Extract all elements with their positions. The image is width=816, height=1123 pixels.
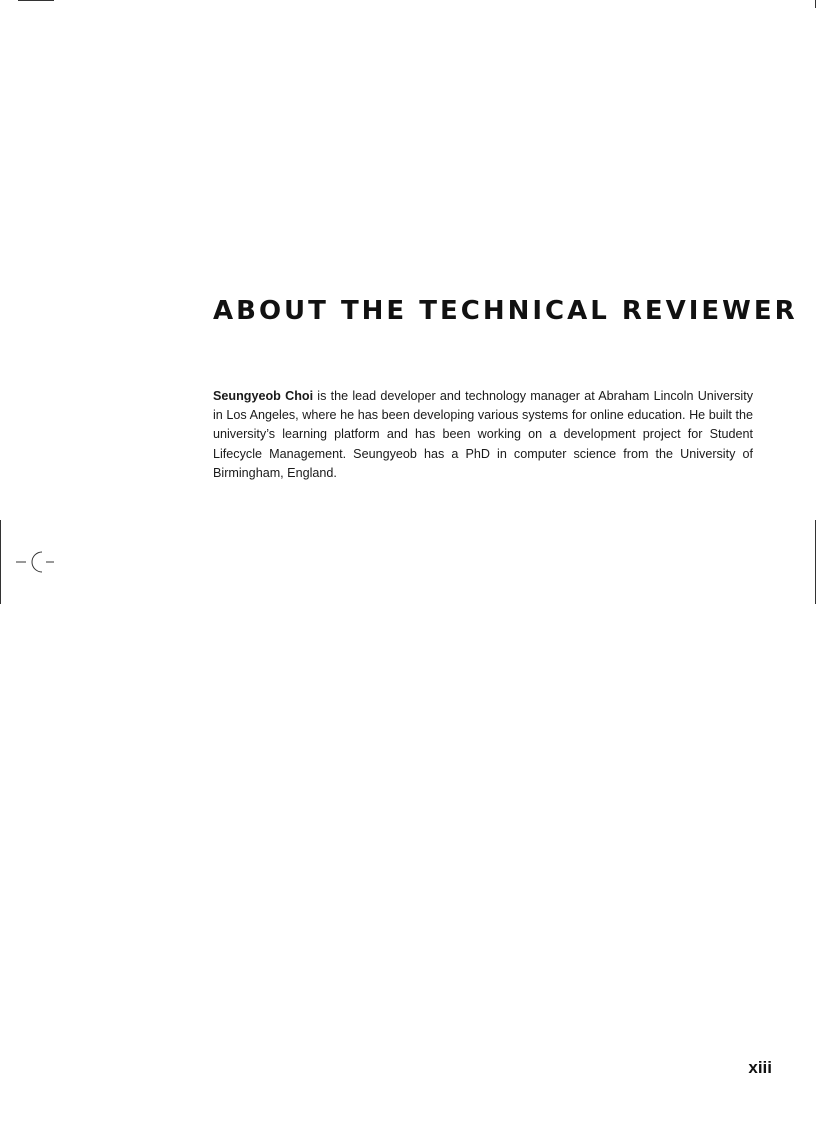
crop-mark-top-left bbox=[18, 0, 54, 1]
crop-mark-left bbox=[0, 520, 1, 604]
page-title: ABOUT THE TECHNICAL REVIEWER bbox=[213, 296, 798, 326]
registration-mark-icon bbox=[14, 548, 58, 578]
reviewer-bio bbox=[213, 387, 753, 483]
reviewer-bio-text: is the lead developer and technology manager at Abraham Lincoln University in Los Angeles, where he has been developing various systems for online education. He built the university’s learning platform and has been working on a development project for Student Lifecycle Management. Seungyeob has a PhD in computer science from the University of Birmingham, England. bbox=[213, 389, 753, 480]
page-number: xiii bbox=[748, 1058, 772, 1077]
reviewer-name: Seungyeob Choi bbox=[213, 389, 314, 403]
